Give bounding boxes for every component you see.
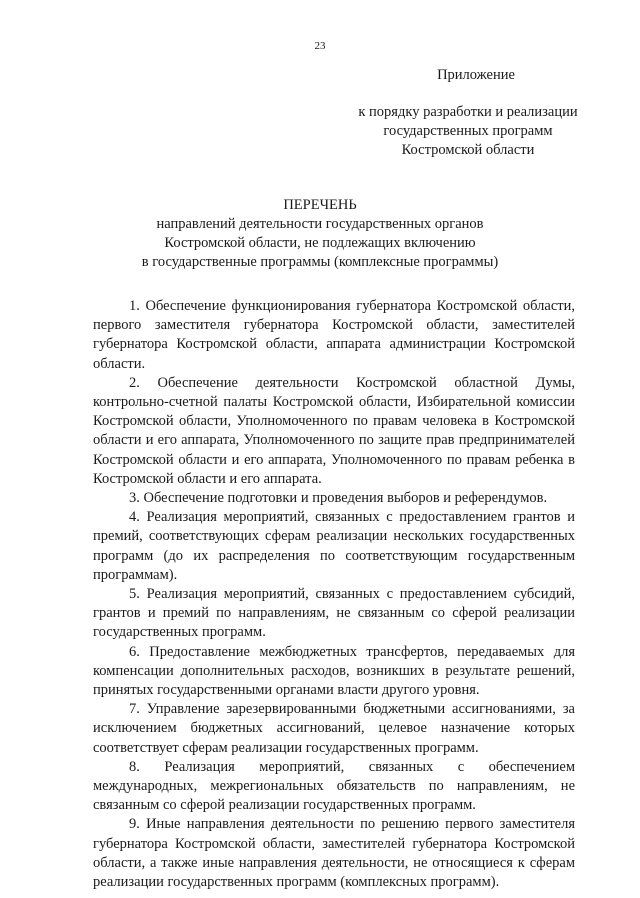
list-item: 1. Обеспечение функционирования губернатора Костромской области, первого заместителя губернатора Костромской области, заместителей губернатора Костромской области, аппарата администрации Костромской области.	[93, 298, 575, 372]
list-item: 8. Реализация мероприятий, связанных с обеспечением международных, межрегиональных обязательств по направлениям, не связанным со сферой реализации государственных программ.	[93, 758, 575, 814]
list-item: 7. Управление зарезервированными бюджетными ассигнованиями, за исключением бюджетных ассигнований, целевое назначение которых соответствует сферам реализации государственных программ.	[93, 701, 575, 756]
appendix-line: государственных программ	[383, 123, 553, 139]
list-of-directions	[93, 297, 575, 892]
document-title: ПЕРЕЧЕНЬ	[283, 197, 357, 213]
list-item: 4. Реализация мероприятий, связанных с предоставлением грантов и премий, соответствующих сферам реализации нескольких государственных программ (до их распределения по соответствующим государственным программам).	[93, 509, 575, 583]
document-subtitle-line: направлений деятельности государственных органов	[156, 216, 484, 232]
document-subtitle-line: в государственные программы (комплексные программы)	[141, 254, 499, 270]
appendix-line: к порядку разработки и реализации	[358, 104, 578, 120]
appendix-title: Приложение	[437, 67, 515, 83]
list-item: 6. Предоставление межбюджетных трансфертов, передаваемых для компенсации дополнительных расходов, возникших в результате решений, принятых государственными органами власти другого уровня.	[93, 643, 575, 699]
list-item: 9. Иные направления деятельности по решению первого заместителя губернатора Костромской области, заместителей губернатора Костромской области, а также иные направления деятельности, не относящиеся к сферам реализации государственных программ (комплексных программ).	[93, 816, 575, 891]
document-subtitle-line: Костромской области, не подлежащих включению	[164, 235, 476, 251]
appendix-block	[348, 66, 588, 160]
list-item: 3. Обеспечение подготовки и проведения выборов и референдумов.	[129, 490, 548, 507]
page-number: 23	[314, 40, 326, 52]
document-heading	[120, 196, 520, 272]
list-item: 5. Реализация мероприятий, связанных с предоставлением субсидий, грантов и премий по направлениям, не связанным со сферой реализации государственных программ.	[93, 586, 575, 641]
list-item: 2. Обеспечение деятельности Костромской областной Думы, контрольно-счетной палаты Костромской области, Избирательной комиссии Костромской области, Уполномоченного по правам человека в Костромской области и его аппарата, Уполномоченного по защите прав предпринимателей Костромской области и его аппарата, Уполномоченного по правам ребенка в Костромской области и его аппарата.	[93, 374, 575, 487]
appendix-line: Костромской области	[401, 142, 535, 158]
